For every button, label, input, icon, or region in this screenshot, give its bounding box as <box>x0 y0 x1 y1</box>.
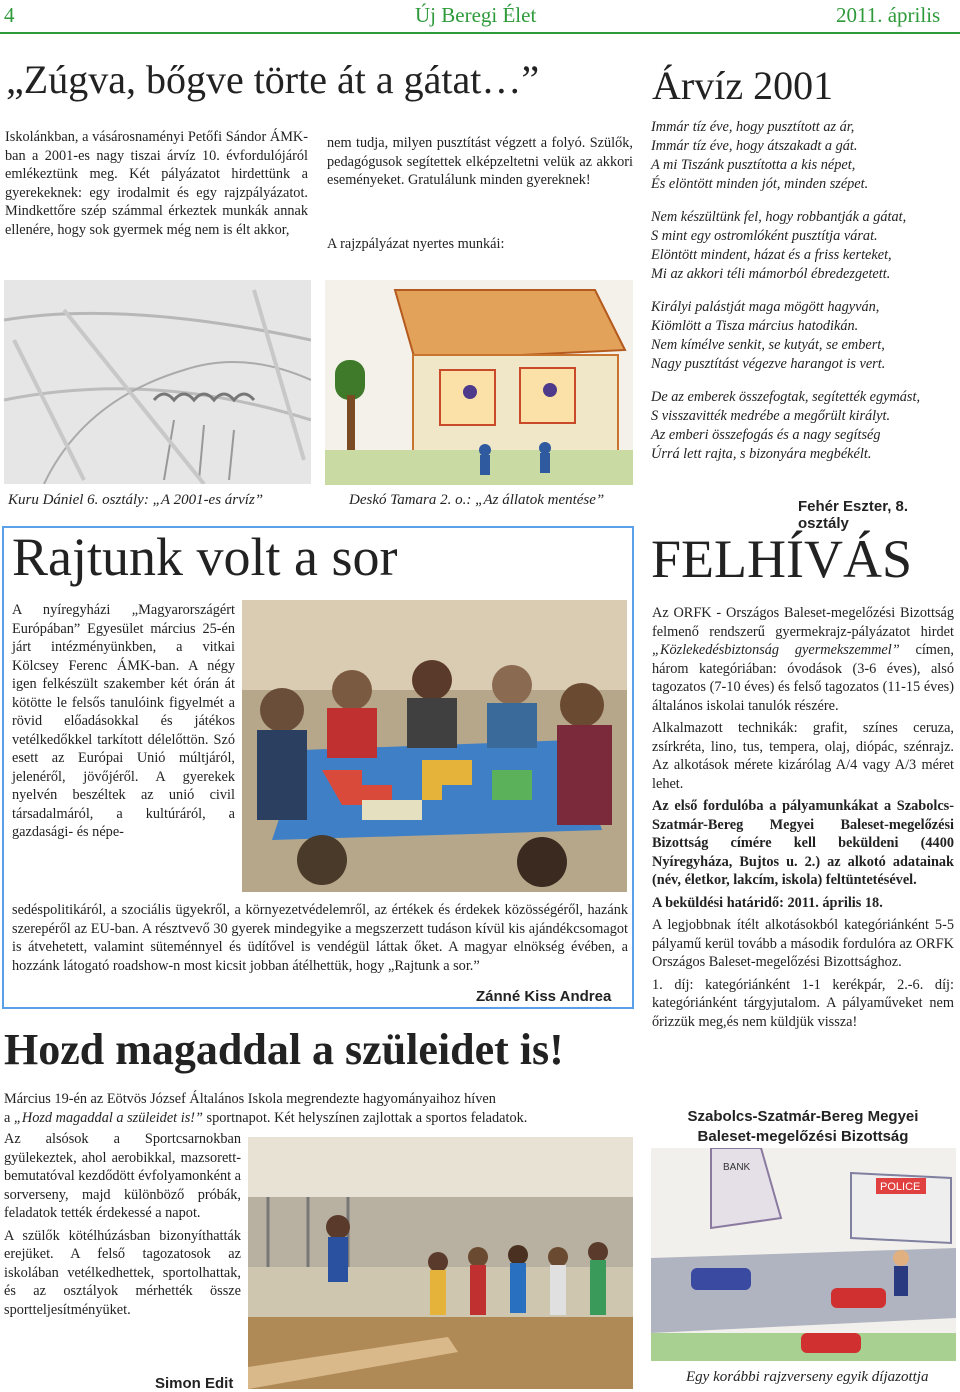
drawing-police-sign: POLICE <box>880 1181 921 1193</box>
article1-text-right: nem tudja, milyen pusztítást végzett a folyó. Szülők, pedagógusok segítettek elképzeltetni velük az akkori eseményeket. Gratulálunk minden gyereknek! <box>327 135 633 188</box>
notice-p2: Alkalmazott technikák: grafit, színes ceruza, zsírkréta, lino, tus, tempera, olaj, diópác, szénrajz. Az alkotások mérete kizárólag A/4 vagy A/3 méret lehet. <box>652 720 954 792</box>
poem-line: Úrrá lett rajta, s bizonyára megbékélt. <box>651 446 872 462</box>
article2-author: Zánné Kiss Andrea <box>476 988 612 1005</box>
article2-text-narrow: A nyíregyházi „Magyarországért Európában” Egyesület március 25-én járt intézményünkben, a vitkai Kölcsey Ferenc ÁMK-ban. A négy igen felkészült szakember két órán át kötötte le felsős tanulóink figyelmét a rövid előadásokkal és játékos vetélkedőkkel tarkított délelőttön. Szó esett az Európai Unió múltjáról, jelenéről, jövőjéről. A gyerekek nyelvén beszéltek az unió civil társadalmáról, a kultúráról, a gazdasági- és népe- <box>12 602 235 840</box>
poem-line: Nagy pusztítást végezve harangot is vert. <box>651 356 886 372</box>
notice-p6: 1. díj: kategóriánként 1-1 kerékpár, 2.-6. díj: kategóriánként tárgyjutalom. A pályaműveket nem őrizzük meg,és nem küldjük vissza! <box>652 976 954 1030</box>
poem-body <box>651 118 956 478</box>
issue-date: 2011. április <box>836 3 941 27</box>
article3-column <box>4 1130 241 1323</box>
poem-line: S mint egy ostromlóként pusztítja várat. <box>651 228 878 244</box>
poem-stanza <box>651 388 956 464</box>
article1-text-left: Iskolánkban, a vásárosnaményi Petőfi Sándor ÁMK-ban a 2001-es nagy tiszai árvíz 10. évfordulójáról emlékeztünk meg. Két pályázatot hirdettünk a gyerekeknek: egy irodalmit és egy rajzpályázatot. Mindkettőre szép számmal érkeztek munkák annak ellenére, hogy sok gyermek még nem is élt akkor, <box>5 129 308 238</box>
poem-line: Királyi palástját maga mögött hagyván, <box>651 299 880 315</box>
poem-line: Kiömlött a Tisza március hatodikán. <box>651 318 859 334</box>
poem-stanza <box>651 208 956 284</box>
poem-line: Mi az akkori téli mámorból ébredezgetett. <box>651 266 891 282</box>
article2-text-wide: sedéspolitikáról, a szociális ügyekről, a környezetvédelemről, az értékek és érdekek közösségéről, hazánk szerepéről az EU-ban. A résztvevő 30 gyerek mindegyike a megszerzett tudáson kívül kis ajándékcsomagot is átvehetett, valamint süteménnyel és üdítővel is vendégül láttak őket. A magyar elnökség évében, a hozzánk látogató roadshow-n most kicsit jobban átélhettük, hogy „Rajtunk a sor.” <box>12 902 628 974</box>
newspaper-title: Új Beregi Élet <box>415 3 537 27</box>
article1-title: „Zúgva, bőgve törte át a gátat…” <box>6 57 540 102</box>
notice-p1: Az ORFK - Országos Baleset-megelőzési Bizottság felmenő rendszerű gyermekrajz-pályázatot hirdet „Közlekedésbiztonság gyermekszemmel” címen, három kategóriában: óvodások (3-6 éves), alsó tagozatos (7-10 éves) és felső tagozatos (11-15 éves) általános iskolai tanulók részére. <box>652 605 954 714</box>
page-number: 4 <box>4 3 15 27</box>
article3-author: Simon Edit <box>155 1375 234 1392</box>
notice-body <box>652 604 954 1035</box>
article2-title: Rajtunk volt a sor <box>12 527 398 587</box>
article3-intro-line1: Március 19-én az Eötvös József Általános Iskola megrendezte hagyományaihoz híven <box>4 1091 496 1107</box>
poem-line: Az emberi összefogás és a nagy segítség <box>651 427 881 443</box>
gym-sports-day-photo <box>248 1137 633 1389</box>
caption-drawing1: Kuru Dániel 6. osztály: „A 2001-es árvíz” <box>8 492 264 508</box>
poem-line: A mi Tiszánk pusztította a kis népet, <box>651 157 856 173</box>
drawing-bank-sign: BANK <box>723 1162 751 1173</box>
notice-title: FELHÍVÁS <box>651 529 913 589</box>
poem-line: Nem kímélve senkit, se kutyát, se embert, <box>651 337 885 353</box>
traffic-drawing <box>651 1148 956 1361</box>
article3-intro <box>4 1090 634 1127</box>
notice-signature: Szabolcs-Szatmár-Bereg Megyei Baleset-megelőzési Bizottság <box>687 1108 919 1145</box>
notice-p5: A legjobbnak ítélt alkotásokból kategóriánként 5-5 pályamű kerül tovább a második fordulóra az ORFK Országos Baleset-megelőzési Bizottsághoz. <box>652 917 954 970</box>
poem-line: Elöntött mindent, házat és a friss kerteket, <box>651 247 892 263</box>
winners-intro: A rajzpályázat nyertes munkái: <box>327 236 505 252</box>
poem-line: De az emberek összefogtak, segítették egymást, <box>651 389 921 405</box>
notice-p3: Az első fordulóba a pályamunkákat a Szabolcs-Szatmár-Bereg Megyei Baleset-megelőzési Bizottság címére kell beküldeni (4400 Nyíregyháza, Bujtos u. 2.) az alkotó adatainak (név, életkor, lakcím, iskola) feltüntetésével. <box>652 798 954 888</box>
caption-drawing2: Deskó Tamara 2. o.: „Az állatok mentése” <box>349 492 605 508</box>
poem-line: És elöntött minden jót, minden szépet. <box>651 176 869 192</box>
poem-author: Fehér Eszter, 8. osztály <box>798 498 909 532</box>
poem-line: Immár tíz éve, hogy átszakadt a gát. <box>651 138 858 154</box>
header-rule <box>0 32 960 34</box>
notice-p4: A beküldési határidő: 2011. április 18. <box>652 894 883 911</box>
poem-line: S visszavitték medrébe a megőrült királyt. <box>651 408 891 424</box>
animal-rescue-drawing <box>325 280 633 485</box>
article3-title: Hozd magaddal a szüleidet is! <box>4 1025 564 1074</box>
classroom-puzzle-photo <box>242 600 627 892</box>
article3-para1: Az alsósok a Sportcsarnokban gyülekeztek, ahol aerobikkal, mazsorett-bemutatóval kezdődött évfolyamonként a sorverseny, majd különböző próbák, feladatok tették érdekessé a napot. <box>4 1131 242 1221</box>
poem-line: Nem készültünk fel, hogy robbantják a gátat, <box>651 209 907 225</box>
traffic-drawing-caption: Egy korábbi rajzverseny egyik díjazottja <box>686 1369 929 1385</box>
poem-title: Árvíz 2001 <box>652 63 834 108</box>
poem-line: Immár tíz éve, hogy pusztított az ár, <box>651 119 855 135</box>
poem-stanza <box>651 118 956 194</box>
article3-para2: A szülők kötélhúzásban bizonyíthatták erejüket. A felső tagozatosok az iskolában vetélkedhettek, sportolhattak, és az osztályok mérhették össze sportteljesítményüket. <box>4 1227 241 1318</box>
poem-stanza <box>651 298 956 374</box>
article3-intro-line2: a „Hozd magaddal a szüleidet is!” sportnapot. Két helyszínen zajlottak a sportos feladatok. <box>4 1109 528 1126</box>
flood-pencil-drawing <box>4 280 311 484</box>
